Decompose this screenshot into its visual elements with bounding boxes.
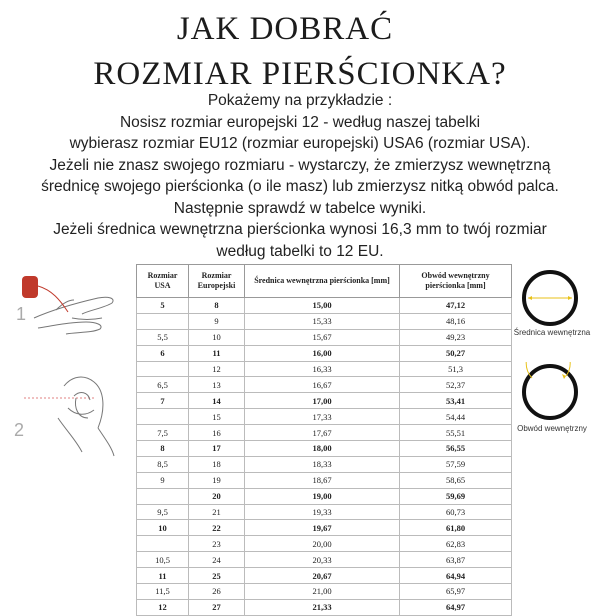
table-body (137, 298, 512, 616)
table-row (137, 361, 512, 377)
table-row (137, 329, 512, 345)
table-row (137, 552, 512, 568)
diameter-cell: 15,33 (245, 313, 400, 329)
eu-cell: 18 (189, 456, 245, 472)
intro-line: Nosisz rozmiar europejski 12 - według naszej tabelki (119, 113, 481, 131)
diameter-cell: 19,33 (245, 504, 400, 520)
usa-cell (137, 313, 189, 329)
eu-cell: 17 (189, 441, 245, 457)
intro-line: Pokażemy na przykładzie : (207, 92, 393, 109)
usa-cell: 9,5 (137, 504, 189, 520)
usa-cell: 8,5 (137, 456, 189, 472)
circumference-cell: 60,73 (400, 504, 512, 520)
usa-cell: 5,5 (137, 329, 189, 345)
usa-cell: 5 (137, 298, 189, 314)
table-row (137, 393, 512, 409)
eu-cell: 22 (189, 520, 245, 536)
thread-measure-illustration (12, 270, 124, 345)
ring-circumference-illustration (520, 362, 580, 422)
eu-cell: 26 (189, 584, 245, 600)
ring1-caption: Średnica wewnętrzna (513, 328, 591, 337)
header-diameter: Średnica wewnętrzna pierścionka [mm] (245, 265, 400, 298)
usa-cell: 11 (137, 568, 189, 584)
circumference-cell: 61,80 (400, 520, 512, 536)
table-row (137, 425, 512, 441)
table-row (137, 456, 512, 472)
usa-cell: 6 (137, 345, 189, 361)
table-row (137, 298, 512, 314)
usa-cell: 10,5 (137, 552, 189, 568)
eu-cell: 27 (189, 599, 245, 615)
intro-line: Jeżeli średnica wewnętrzna pierścionka wynosi 16,3 mm to twój rozmiar (53, 221, 547, 238)
table-header-row (137, 265, 512, 298)
usa-cell (137, 536, 189, 552)
diameter-cell: 20,00 (245, 536, 400, 552)
diameter-cell: 19,00 (245, 488, 400, 504)
diameter-cell: 21,00 (245, 584, 400, 600)
circumference-cell: 49,23 (400, 329, 512, 345)
eu-cell: 19 (189, 472, 245, 488)
intro-line: średnicę swojego pierścionka (o ile masz) lub zmierzysz nitką obwód palca. (41, 178, 559, 195)
table-row (137, 584, 512, 600)
table-row (137, 520, 512, 536)
diameter-cell: 15,00 (245, 298, 400, 314)
table-row (137, 488, 512, 504)
eu-cell: 24 (189, 552, 245, 568)
diameter-cell: 17,00 (245, 393, 400, 409)
eu-cell: 13 (189, 377, 245, 393)
circumference-cell: 56,55 (400, 441, 512, 457)
ring-diameter-illustration (520, 268, 580, 328)
diameter-cell: 21,33 (245, 599, 400, 615)
diameter-cell: 16,33 (245, 361, 400, 377)
eu-cell: 9 (189, 313, 245, 329)
eu-cell: 11 (189, 345, 245, 361)
circumference-cell: 59,69 (400, 488, 512, 504)
table-row (137, 409, 512, 425)
circumference-cell: 65,97 (400, 584, 512, 600)
header-usa: Rozmiar USA (137, 265, 189, 298)
thread-spool-icon (22, 276, 38, 298)
circumference-cell: 48,16 (400, 313, 512, 329)
table-row (137, 504, 512, 520)
diameter-cell: 20,67 (245, 568, 400, 584)
table-row (137, 345, 512, 361)
ring-size-table (136, 264, 512, 616)
circumference-cell: 55,51 (400, 425, 512, 441)
title-line-1: JAK DOBRAĆ (176, 11, 394, 47)
usa-cell: 12 (137, 599, 189, 615)
ruler-measure-illustration (14, 368, 129, 458)
circumference-cell: 52,37 (400, 377, 512, 393)
circumference-cell: 64,94 (400, 568, 512, 584)
eu-cell: 15 (189, 409, 245, 425)
eu-cell: 10 (189, 329, 245, 345)
intro-line: Następnie sprawdź w tabelce wyniki. (173, 199, 427, 217)
eu-cell: 12 (189, 361, 245, 377)
intro-text (10, 90, 590, 262)
ring2-caption: Obwód wewnętrzny (517, 424, 587, 433)
diameter-cell: 19,67 (245, 520, 400, 536)
circumference-cell: 51,3 (400, 361, 512, 377)
circumference-cell: 64,97 (400, 599, 512, 615)
circumference-cell: 54,44 (400, 409, 512, 425)
intro-line: Jeżeli nie znasz swojego rozmiaru - wystarczy, że zmierzysz wewnętrzną (49, 156, 551, 174)
eu-cell: 25 (189, 568, 245, 584)
eu-cell: 16 (189, 425, 245, 441)
intro-line: według tabelki to 12 EU. (216, 242, 384, 260)
circumference-cell: 50,27 (400, 345, 512, 361)
circumference-cell: 47,12 (400, 298, 512, 314)
table-row (137, 599, 512, 615)
step-2-number: 2 (14, 420, 25, 440)
ring-icon (524, 366, 576, 418)
circumference-cell: 58,65 (400, 472, 512, 488)
diameter-cell: 20,33 (245, 552, 400, 568)
table-row (137, 441, 512, 457)
diameter-cell: 16,67 (245, 377, 400, 393)
usa-cell (137, 409, 189, 425)
step-1-number: 1 (16, 304, 27, 324)
eu-cell: 21 (189, 504, 245, 520)
intro-line: wybierasz rozmiar EU12 (rozmiar europejski) USA6 (rozmiar USA). (69, 135, 531, 152)
circumference-cell: 62,83 (400, 536, 512, 552)
usa-cell: 9 (137, 472, 189, 488)
diameter-cell: 18,33 (245, 456, 400, 472)
circumference-cell: 63,87 (400, 552, 512, 568)
eu-cell: 20 (189, 488, 245, 504)
table-row (137, 568, 512, 584)
diameter-cell: 17,33 (245, 409, 400, 425)
usa-cell: 7 (137, 393, 189, 409)
table-row (137, 377, 512, 393)
usa-cell: 6,5 (137, 377, 189, 393)
usa-cell: 7,5 (137, 425, 189, 441)
diameter-cell: 17,67 (245, 425, 400, 441)
header-eu: Rozmiar Europejski (189, 265, 245, 298)
table-row (137, 472, 512, 488)
table-row (137, 536, 512, 552)
usa-cell: 11,5 (137, 584, 189, 600)
diameter-cell: 18,00 (245, 441, 400, 457)
circumference-cell: 57,59 (400, 456, 512, 472)
header-circumference: Obwód wewnętrzny pierścionka [mm] (400, 265, 512, 298)
usa-cell (137, 488, 189, 504)
eu-cell: 8 (189, 298, 245, 314)
eu-cell: 23 (189, 536, 245, 552)
diameter-cell: 16,00 (245, 345, 400, 361)
eu-cell: 14 (189, 393, 245, 409)
usa-cell: 8 (137, 441, 189, 457)
diameter-cell: 15,67 (245, 329, 400, 345)
diameter-cell: 18,67 (245, 472, 400, 488)
usa-cell (137, 361, 189, 377)
table-row (137, 313, 512, 329)
title-line-2: ROZMIAR PIERŚCIONKA? (93, 56, 507, 92)
circumference-cell: 53,41 (400, 393, 512, 409)
usa-cell: 10 (137, 520, 189, 536)
